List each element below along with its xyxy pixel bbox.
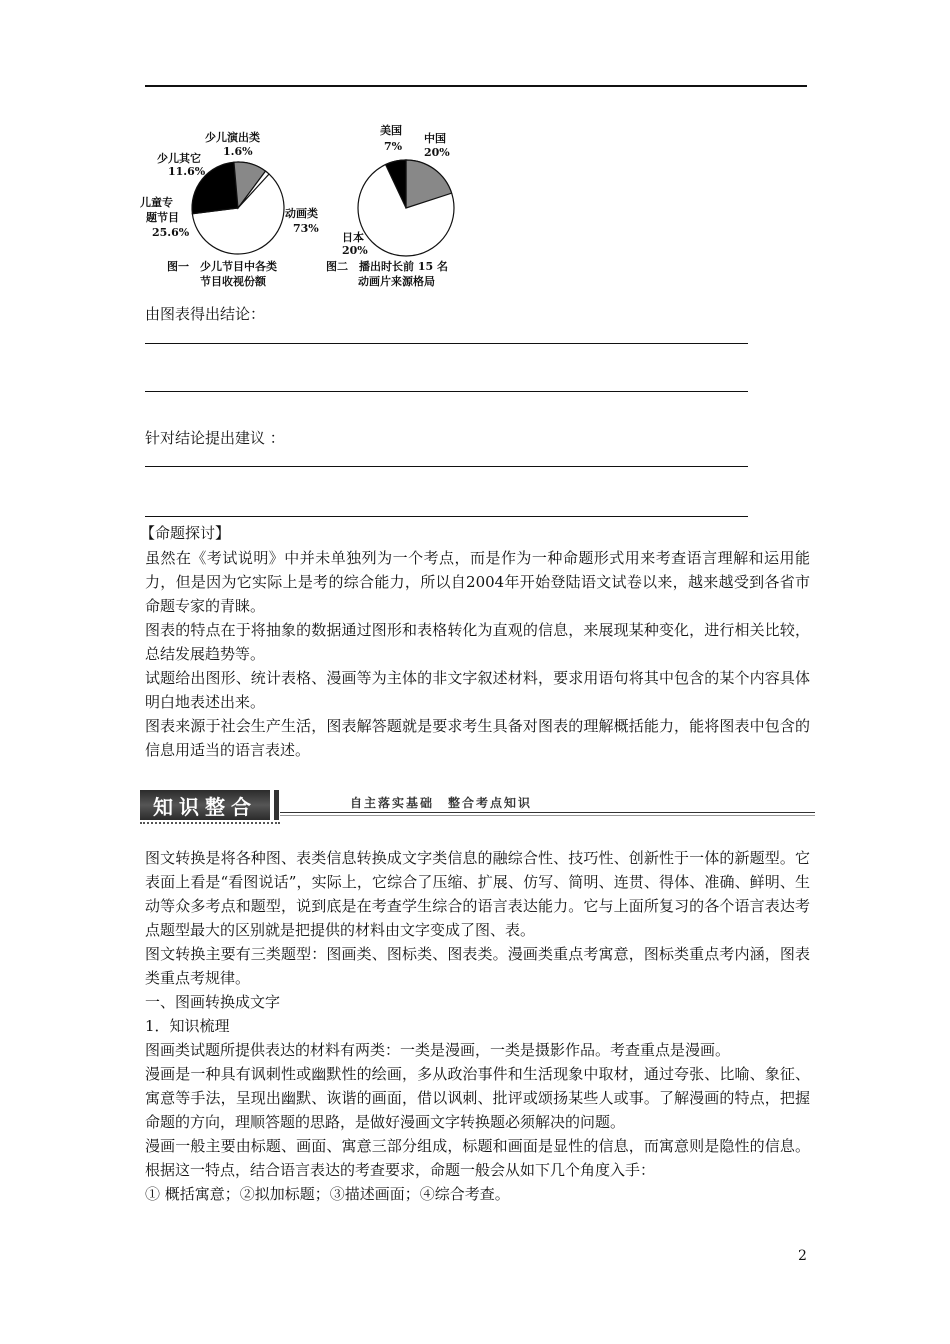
chart1-label-special-pct: 25.6%	[152, 226, 190, 239]
chart2-title-line2: 动画片来源格局	[358, 275, 435, 288]
chart1-label-performance-pct: 1.6%	[223, 145, 253, 158]
paragraph: ① 概括寓意；②拟加标题；③描述画面；④综合考查。	[145, 1185, 510, 1203]
answer-line[interactable]	[145, 343, 748, 344]
paragraph: 图画类试题所提供表达的材料有两类：一类是漫画，一类是摄影作品。考查重点是漫画。	[145, 1041, 731, 1059]
chart1-title-line1: 图一 少儿节目中各类	[167, 260, 277, 273]
subsection-heading: 一、图画转换成文字	[145, 993, 281, 1011]
chart2-label-japan: 日本	[342, 231, 364, 244]
answer-line[interactable]	[145, 516, 748, 517]
chart1-label-special-line2: 题节目	[146, 211, 179, 224]
chart1-title-line2: 节目收视份额	[200, 275, 266, 288]
paragraph: 漫画是一种具有讽刺性或幽默性的绘画，多从政治事件和生活现象中取材，通过夸张、比喻、象征、寓意等手法，呈现出幽默、诙谐的画面，借以讽刺、批评或颂扬某些人或事。了解漫画的特点，把握命题的方向，理顺答题的思路，是做好漫画文字转换题必须解决的问题。	[145, 1065, 810, 1131]
chart2-label-usa-pct: 7%	[384, 140, 403, 153]
chart2-label-china-pct: 20%	[424, 146, 450, 159]
banner-dotted-rule	[140, 822, 280, 824]
discussion-heading: 【命题探讨】	[140, 524, 231, 542]
chart1-label-special-line1: 儿童专	[140, 196, 173, 209]
discussion-body	[145, 546, 810, 762]
chart2-title-line1: 图二 播出时长前 15 名	[326, 260, 448, 273]
pie-charts-figure	[130, 118, 470, 298]
paragraph: 图表来源于社会生产生活，图表解答题就是要求考生具备对图表的理解概括能力，能将图表中包含的信息用适当的语言表述。	[145, 717, 810, 759]
banner-subtitle: 自主落实基础 整合考点知识	[350, 796, 533, 810]
chart1-label-other: 少儿其它	[157, 152, 201, 165]
paragraph: 虽然在《考试说明》中并未单独列为一个考点，而是作为一种命题形式用来考查语言理解和运用能力，但是因为它实际上是考的综合能力，所以自2004年开始登陆语文试卷以来，越来越受到各省市命题专家的青睐。	[145, 549, 810, 615]
banner-rule	[280, 815, 815, 816]
pie-chart-1	[192, 162, 284, 254]
banner-title: 知识整合	[140, 790, 270, 820]
chart1-label-animation-pct: 73%	[293, 222, 319, 235]
chart2-label-usa: 美国	[380, 124, 402, 137]
knowledge-body	[145, 846, 810, 1206]
banner-divider	[274, 790, 279, 820]
conclusion-prompt: 由图表得出结论：	[145, 305, 266, 323]
pie-chart-2	[358, 160, 454, 256]
answer-line[interactable]	[145, 466, 748, 467]
page-number: 2	[798, 1248, 807, 1264]
chart1-label-other-pct: 11.6%	[168, 165, 206, 178]
subsection-heading: 1．知识梳理	[145, 1017, 230, 1035]
suggestion-prompt: 针对结论提出建议 ：	[145, 429, 285, 447]
answer-line[interactable]	[145, 391, 748, 392]
banner-rule	[280, 812, 815, 813]
section-banner	[140, 788, 815, 826]
chart1-label-animation: 动画类	[285, 207, 318, 220]
paragraph: 图表的特点在于将抽象的数据通过图形和表格转化为直观的信息，来展现某种变化，进行相关比较，总结发展趋势等。	[145, 621, 810, 663]
chart1-label-performance: 少儿演出类	[205, 131, 260, 144]
header-rule	[145, 85, 807, 87]
chart2-label-china: 中国	[424, 132, 446, 145]
chart2-label-japan-pct: 20%	[342, 244, 368, 257]
paragraph: 图文转换是将各种图、表类信息转换成文字类信息的融综合性、技巧性、创新性于一体的新题型。它表面上看是“看图说话”，实际上，它综合了压缩、扩展、仿写、简明、连贯、得体、准确、鲜明、生动等众多考点和题型，说到底是在考查学生综合的语言表达能力。它与上面所复习的各个语言表达考点题型最大的区别就是把提供的材料由文字变成了图、表。	[145, 849, 810, 939]
paragraph: 试题给出图形、统计表格、漫画等为主体的非文字叙述材料，要求用语句将其中包含的某个内容具体明白地表述出来。	[145, 669, 810, 711]
paragraph: 图文转换主要有三类题型：图画类、图标类、图表类。漫画类重点考寓意，图标类重点考内涵，图表类重点考规律。	[145, 945, 810, 987]
paragraph: 漫画一般主要由标题、画面、寓意三部分组成，标题和画面是显性的信息，而寓意则是隐性的信息。根据这一特点，结合语言表达的考查要求，命题一般会从如下几个角度入手：	[145, 1137, 810, 1179]
